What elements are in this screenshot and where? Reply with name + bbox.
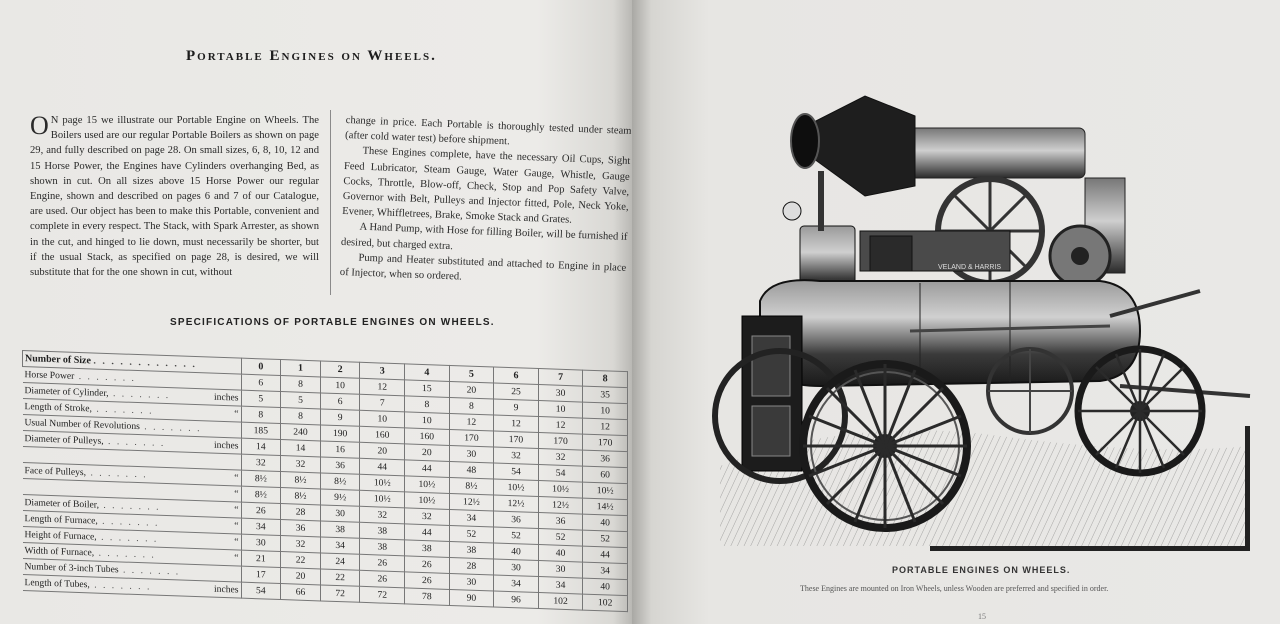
intro-column-2: [340, 113, 632, 291]
plate-border-bottom: [930, 546, 1250, 551]
table-cell: 36: [583, 450, 628, 468]
paragraph-pump-heater: Pump and Heater substituted and attached to Engine in place of Injector, when so ordered.: [339, 252, 627, 283]
table-cell: 40: [538, 545, 583, 563]
row-unit: “: [234, 520, 239, 532]
table-cell: 44: [405, 524, 450, 542]
whistle-pipe: [818, 171, 824, 231]
table-cell: 8½: [241, 470, 281, 487]
table-cell: 30: [494, 559, 539, 577]
table-cell: 10: [360, 410, 405, 428]
table-cell: 12½: [449, 493, 494, 511]
row-unit: “: [234, 472, 239, 484]
table-cell: 20: [449, 381, 494, 399]
table-cell: 12½: [538, 497, 583, 515]
size-header: 6: [494, 367, 539, 385]
cylinder: [870, 236, 912, 271]
table-cell: 38: [405, 540, 450, 558]
table-cell: 160: [405, 428, 450, 446]
table-cell: 170: [583, 434, 628, 452]
table-cell: 38: [360, 538, 405, 556]
row-label: Diameter of Boiler, . . . . . . . “: [23, 495, 242, 519]
table-cell: 170: [538, 433, 583, 451]
table-cell: 26: [360, 554, 405, 572]
table-cell: 32: [360, 506, 405, 524]
table-cell: 30: [449, 573, 494, 591]
row-label: Face of Pulleys, . . . . . . . “: [23, 463, 242, 487]
table-cell: 34: [320, 537, 360, 554]
spec-title: SPECIFICATIONS OF PORTABLE ENGINES ON WHEELS.: [170, 317, 495, 328]
size-header: 8: [583, 370, 628, 388]
table-cell: 54: [494, 463, 539, 481]
steam-gauge: [783, 202, 801, 220]
table-cell: 48: [449, 461, 494, 479]
row-label: Height of Furnace, . . . . . . . “: [23, 527, 242, 551]
table-cell: 21: [241, 550, 281, 567]
table-cell: 78: [405, 588, 450, 606]
table-cell: 60: [583, 466, 628, 484]
firebox: [742, 316, 802, 471]
table-cell: 34: [494, 575, 539, 593]
row-unit: inches: [213, 391, 239, 404]
size-header: 5: [449, 365, 494, 383]
table-cell: 12: [449, 413, 494, 431]
table-cell: 6: [241, 374, 281, 391]
table-cell: 12: [538, 417, 583, 435]
table-cell: 102: [538, 593, 583, 611]
table-cell: 36: [320, 457, 360, 474]
table-cell: 30: [449, 445, 494, 463]
table-cell: 9: [494, 399, 539, 417]
table-cell: 170: [449, 429, 494, 447]
table-cell: 8: [405, 396, 450, 414]
table-cell: 40: [583, 514, 628, 532]
row-label: Diameter of Cylinder, . . . . . . . inches: [23, 383, 242, 407]
table-cell: 5: [241, 390, 281, 407]
table-cell: 66: [281, 584, 321, 601]
table-cell: 38: [320, 521, 360, 538]
table-cell: 26: [241, 502, 281, 519]
table-cell: 14: [281, 440, 321, 457]
table-cell: 8: [241, 406, 281, 423]
table-cell: 8: [281, 408, 321, 425]
table-cell: 8: [281, 376, 321, 393]
table-cell: 34: [449, 509, 494, 527]
table-cell: 9½: [320, 489, 360, 506]
table-cell: 44: [405, 460, 450, 478]
table-cell: 36: [538, 513, 583, 531]
table-cell: 32: [538, 449, 583, 467]
table-cell: 22: [320, 569, 360, 586]
row-label: Diameter of Pulleys, . . . . . . . inches: [23, 431, 242, 455]
engine-illustration: [700, 86, 1256, 556]
table-cell: 32: [281, 456, 321, 473]
table-body: [23, 367, 628, 612]
table-cell: 22: [281, 552, 321, 569]
table-cell: 17: [241, 566, 281, 583]
spec-table-wrapper: [22, 350, 628, 619]
front-wheel-near: [1078, 349, 1202, 473]
table-cell: 32: [405, 508, 450, 526]
table-cell: 72: [320, 585, 360, 602]
table-cell: 52: [583, 530, 628, 548]
table-cell: 12: [360, 378, 405, 396]
row-unit: inches: [213, 439, 239, 452]
table-cell: 28: [449, 557, 494, 575]
row-unit: “: [234, 504, 239, 516]
row-label: Usual Number of Revolutions . . . . . . .: [23, 415, 242, 439]
wheels-note: These Engines are mounted on Iron Wheels, unless Wooden are preferred and specified in order.: [800, 584, 1109, 593]
table-cell: 44: [360, 458, 405, 476]
table-cell: 102: [583, 594, 628, 612]
table-cell: 26: [360, 570, 405, 588]
rear-wheel-near: [803, 364, 967, 528]
table-cell: 30: [241, 534, 281, 551]
row-unit: “: [234, 552, 239, 564]
table-cell: 10: [405, 412, 450, 430]
table-cell: 38: [360, 522, 405, 540]
table-cell: 20: [360, 442, 405, 460]
table-cell: 6: [320, 393, 360, 410]
maker-plate: VELAND & HARRIS: [938, 264, 1002, 271]
row-label: Length of Tubes, . . . . . . . inches: [23, 575, 242, 599]
table-cell: 16: [320, 441, 360, 458]
size-header: 1: [281, 360, 321, 377]
table-cell: 30: [320, 505, 360, 522]
table-cell: 10½: [538, 481, 583, 499]
table-cell: 5: [281, 392, 321, 409]
table-cell: 10½: [360, 474, 405, 492]
row-label: Width of Furnace, . . . . . . . “: [23, 543, 242, 567]
table-cell: 90: [449, 589, 494, 607]
table-cell: 160: [360, 426, 405, 444]
table-cell: 32: [241, 454, 281, 471]
size-header: 4: [405, 364, 450, 382]
table-cell: 10: [583, 402, 628, 420]
header-label: Number of Size . . . . . . . . . . . .: [23, 351, 242, 375]
table-cell: 8½: [281, 472, 321, 489]
table-cell: 44: [583, 546, 628, 564]
table-cell: 30: [538, 561, 583, 579]
table-cell: 34: [583, 562, 628, 580]
table-cell: 30: [538, 385, 583, 403]
table-cell: 96: [494, 591, 539, 609]
left-page: [0, 0, 632, 624]
paragraph-hand-pump: A Hand Pump, with Hose for filling Boiler, will be furnished if desired, but charged extra.: [340, 222, 628, 252]
table-cell: 8½: [320, 473, 360, 490]
table-cell: 170: [494, 431, 539, 449]
table-cell: 12: [583, 418, 628, 436]
table-cell: 15: [405, 380, 450, 398]
row-label: Number of 3-inch Tubes . . . . . . .: [23, 559, 242, 583]
table-cell: 38: [449, 541, 494, 559]
plate-border: [1245, 426, 1250, 551]
page-title: Portable Engines on Wheels.: [186, 48, 437, 64]
table-cell: 52: [538, 529, 583, 547]
column-divider: [330, 110, 331, 295]
row-unit: “: [234, 488, 239, 500]
size-header: 2: [320, 361, 360, 378]
row-label: Length of Stroke, . . . . . . . “: [23, 399, 242, 423]
row-label: Length of Furnace, . . . . . . . “: [23, 511, 242, 535]
table-cell: 24: [320, 553, 360, 570]
table-cell: 54: [538, 465, 583, 483]
row-unit: inches: [213, 583, 239, 596]
intro-column-1: [30, 113, 319, 280]
row-label: Horse Power . . . . . . .: [23, 367, 242, 391]
table-cell: 20: [405, 444, 450, 462]
table-cell: 26: [405, 556, 450, 574]
table-cell: 12: [494, 415, 539, 433]
row-unit: “: [234, 536, 239, 548]
table-cell: 34: [241, 518, 281, 535]
table-cell: 10½: [360, 490, 405, 508]
table-cell: 20: [281, 568, 321, 585]
illustration-caption: PORTABLE ENGINES ON WHEELS.: [892, 565, 1071, 575]
row-unit: “: [234, 408, 239, 420]
paragraph-testing: change in price. Each Portable is thoroughly tested under steam (after cold water test) before shipment.: [344, 114, 632, 148]
table-cell: 36: [281, 520, 321, 537]
table-cell: 10½: [405, 492, 450, 510]
table-cell: 34: [538, 577, 583, 595]
size-header: 0: [241, 358, 281, 375]
drop-cap: O: [30, 111, 49, 140]
table-cell: 25: [494, 383, 539, 401]
table-cell: 54: [241, 582, 281, 599]
table-cell: 36: [494, 511, 539, 529]
table-cell: 240: [281, 424, 321, 441]
table-cell: 72: [360, 586, 405, 604]
front-wheel-far: [988, 349, 1072, 433]
spec-table: [22, 350, 628, 612]
table-cell: 10½: [583, 482, 628, 500]
table-cell: 10: [538, 401, 583, 419]
intro-paragraph: N page 15 we illustrate our Portable Engine on Wheels. The Boilers used are our regular Portable Boilers as shown on page 29, and fully described on page 28. On small sizes, 6, 8, 10, 12 and 15 Horse Power, the Engines have Cylinders overhanging Bed, as shown in cut. On all sizes above 15 Horse Power our regular Engine, shown and described on pages 6 and 7 of our Catalogue, are used. Our object has been to make this Portable, convenient and complete in every respect. The Stack, with Spark Arrester, as shown in the cut, and hinged to lie down, must necessarily be shorter, but if the usual Stack, as specified on page 28, is desired, we will substitute that for the one shown in cut, without: [30, 115, 319, 279]
table-cell: 185: [241, 422, 281, 439]
table-cell: 8½: [449, 477, 494, 495]
table-cell: 32: [281, 536, 321, 553]
table-cell: 190: [320, 425, 360, 442]
paragraph-equipment: These Engines complete, have the necessary Oil Cups, Sight Feed Lubricator, Steam Gauge, Water Gauge, Whistle, Gauge Cocks, Throttle, Blow-off, Check, Stop and Pop Safety Valve, Governor with Belt, Pulleys and Injector fitted, Pole, Neck Yoke, Evener, Whiffletrees, Brake, Smoke Stack and Grates.: [341, 146, 631, 226]
page-number: 15: [978, 612, 986, 621]
table-cell: 32: [494, 447, 539, 465]
table-cell: 28: [281, 504, 321, 521]
table-cell: 10: [320, 377, 360, 394]
table-cell: 52: [449, 525, 494, 543]
table-cell: 26: [405, 572, 450, 590]
table-cell: 52: [494, 527, 539, 545]
table-cell: 10½: [494, 479, 539, 497]
table-cell: 40: [494, 543, 539, 561]
table-cell: 9: [320, 409, 360, 426]
table-cell: 7: [360, 394, 405, 412]
size-header: 3: [360, 362, 405, 380]
boiler: [760, 280, 1140, 386]
table-cell: 12½: [494, 495, 539, 513]
size-header: 7: [538, 369, 583, 387]
table-cell: 14½: [583, 498, 628, 516]
table-cell: 10½: [405, 476, 450, 494]
table-cell: 8: [449, 397, 494, 415]
table-cell: 8½: [281, 488, 321, 505]
table-cell: 8½: [241, 486, 281, 503]
table-cell: 35: [583, 386, 628, 404]
table-cell: 14: [241, 438, 281, 455]
table-cell: 40: [583, 578, 628, 596]
